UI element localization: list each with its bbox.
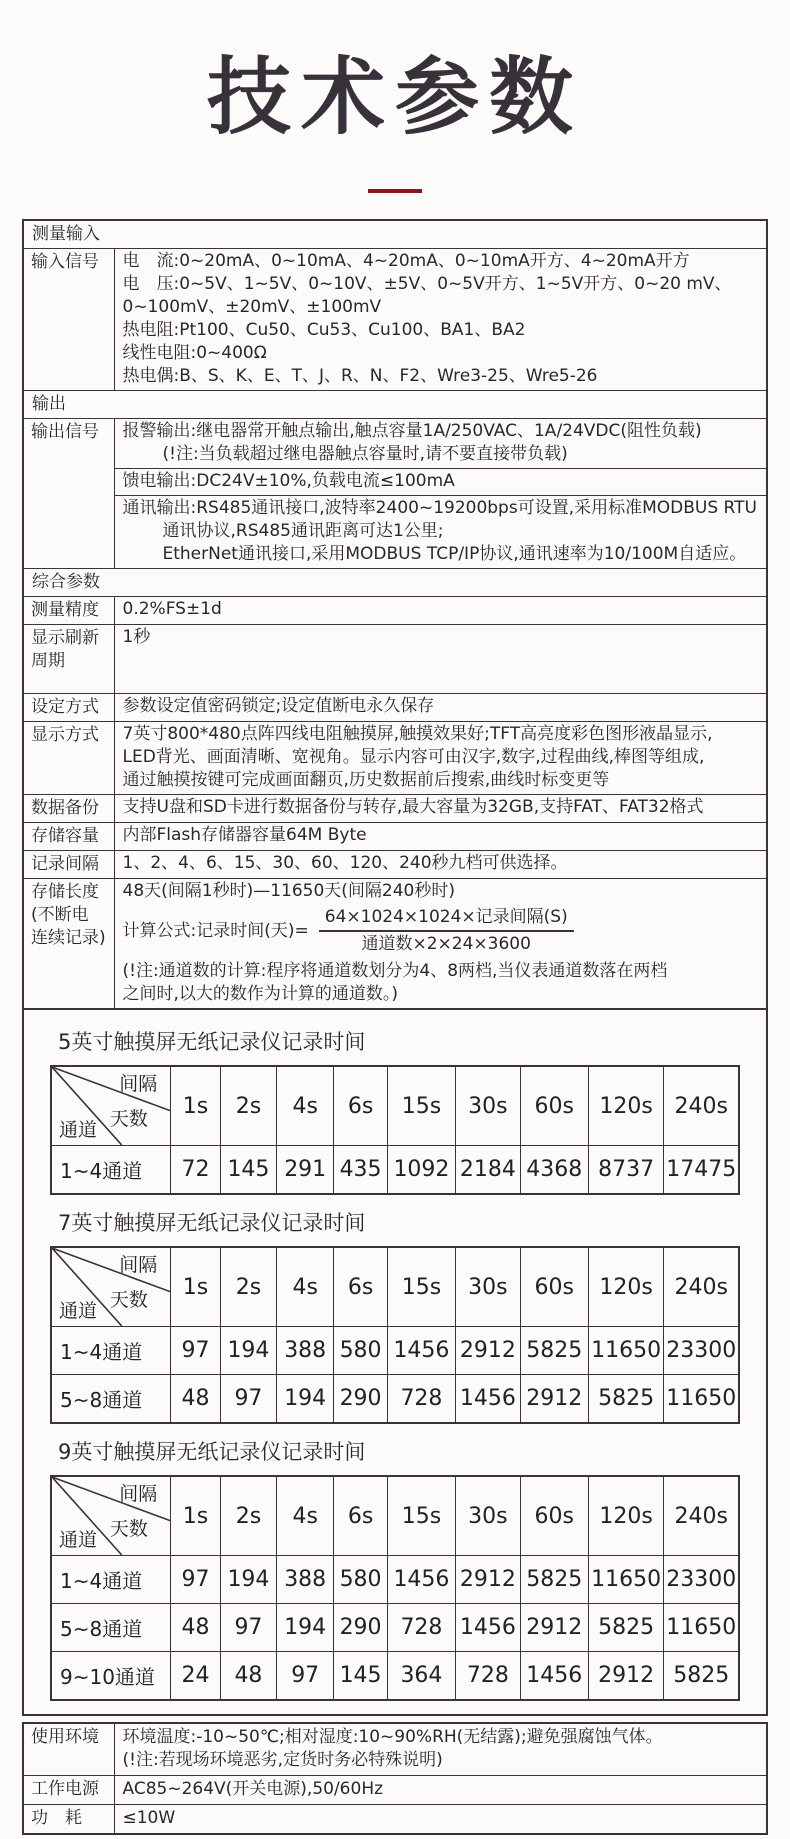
record-row	[51, 1556, 739, 1604]
storage-range-line: 48天(间隔1秒时)—11650天(间隔240秒时)	[122, 881, 456, 902]
spec-line: 7英寸800*480点阵四线电阻触摸屏,触摸效果好;TFT高亮度彩色图形液晶显示,	[122, 724, 713, 745]
spec-value: 1秒	[114, 625, 767, 694]
interval-header: 1s	[171, 1066, 221, 1146]
days-value: 4368	[520, 1146, 588, 1195]
spec-line: 电 压:0~5V、1~5V、0~10V、±5V、0~5V开方、1~5V开方、0~20 mV、	[122, 274, 732, 295]
spec-label: 记录间隔	[23, 851, 114, 879]
spec-line: (!注:当负载超过继电器触点容量时,请不要直接带负载)	[162, 444, 568, 465]
days-value: 728	[387, 1604, 455, 1652]
spec-value	[114, 722, 767, 795]
corner-label-days: 天数	[109, 1289, 148, 1312]
interval-header: 120s	[588, 1247, 664, 1327]
record-row	[51, 1604, 739, 1652]
spec-value: AC85~264V(开关电源),50/60Hz	[114, 1776, 767, 1805]
channel-label: 1~4通道	[51, 1146, 171, 1195]
spec-label: 测量精度	[23, 597, 114, 625]
corner-label-interval: 间隔	[119, 1073, 158, 1096]
record-table-title-9inch: 9英寸触摸屏无纸记录仪记录时间	[58, 1440, 366, 1465]
spec-label-line: 周期	[31, 651, 65, 672]
interval-header: 60s	[520, 1247, 588, 1327]
spec-table-wrap	[22, 219, 768, 1010]
interval-header: 30s	[456, 1066, 521, 1146]
days-value: 290	[334, 1604, 388, 1652]
days-value: 728	[387, 1375, 455, 1424]
days-value: 2912	[520, 1604, 588, 1652]
spec-value	[114, 879, 767, 1010]
spec-row-storage-length	[23, 879, 767, 1010]
spec-row-backup	[23, 795, 767, 823]
record-row	[51, 1375, 739, 1424]
days-value: 290	[334, 1375, 388, 1424]
days-value: 2912	[456, 1327, 521, 1375]
record-table-title-5inch: 5英寸触摸屏无纸记录仪记录时间	[58, 1030, 366, 1055]
days-value: 23300	[664, 1556, 739, 1604]
spec-row-capacity	[23, 823, 767, 851]
spec-line: 热电偶:B、S、K、E、T、J、R、N、F2、Wre3-25、Wre5-26	[122, 366, 598, 387]
section-header-output: 输出	[23, 391, 767, 419]
spec-row-power	[23, 1776, 767, 1805]
interval-header: 30s	[456, 1247, 521, 1327]
spec-line: 通讯输出:RS485通讯接口,波特率2400~19200bps可设置,采用标准MODBUS RTU	[122, 498, 757, 519]
spec-label: 输入信号	[23, 249, 114, 391]
days-value: 1456	[520, 1652, 588, 1701]
section-row	[23, 569, 767, 597]
spec-value	[114, 249, 767, 391]
interval-header: 15s	[387, 1066, 455, 1146]
days-value: 97	[220, 1604, 276, 1652]
record-table-7inch	[50, 1246, 740, 1424]
days-value: 194	[220, 1556, 276, 1604]
spec-row-input-signal	[23, 249, 767, 391]
days-value: 364	[387, 1652, 455, 1701]
corner-header-cell	[51, 1476, 171, 1556]
channel-label: 9~10通道	[51, 1652, 171, 1701]
interval-header-row	[51, 1066, 739, 1146]
spec-label	[23, 879, 114, 1010]
spec-line: (!注:若现场环境恶劣,定货时务必特殊说明)	[122, 1750, 443, 1771]
spec-label: 存储容量	[23, 823, 114, 851]
channel-label: 1~4通道	[51, 1556, 171, 1604]
spec-value: 参数设定值密码锁定;设定值断电永久保存	[114, 694, 767, 722]
spec-value: 支持U盘和SD卡进行数据备份与转存,最大容量为32GB,支持FAT、FAT32格式	[114, 795, 767, 823]
days-value: 194	[220, 1327, 276, 1375]
spec-line: 电 流:0~20mA、0~10mA、4~20mA、0~10mA开方、4~20mA开方	[122, 251, 690, 272]
days-value: 8737	[588, 1146, 664, 1195]
spec-label-line: 连续记录)	[31, 928, 106, 949]
days-value: 194	[277, 1375, 334, 1424]
interval-header: 6s	[334, 1247, 388, 1327]
section-header-measure-input: 测量输入	[23, 220, 767, 249]
record-row	[51, 1327, 739, 1375]
interval-header: 6s	[334, 1066, 388, 1146]
subrow-comm-output	[115, 495, 767, 568]
spec-line: LED背光、画面清晰、宽视角。显示内容可由汉字,数字,过程曲线,棒图等组成,	[122, 747, 705, 768]
days-value: 11650	[588, 1556, 664, 1604]
interval-header: 15s	[387, 1476, 455, 1556]
spec-row-setting	[23, 694, 767, 722]
days-value: 435	[334, 1146, 388, 1195]
spec-row-display	[23, 722, 767, 795]
interval-header: 2s	[220, 1247, 276, 1327]
spec-label: 使用环境	[23, 1723, 114, 1776]
channel-label: 5~8通道	[51, 1604, 171, 1652]
spec-row-consumption	[23, 1805, 767, 1835]
page-title: 技术参数	[206, 48, 583, 146]
days-value: 145	[334, 1652, 388, 1701]
interval-header: 2s	[220, 1066, 276, 1146]
spec-label-line: 存储长度	[31, 882, 99, 903]
days-value: 24	[171, 1652, 221, 1701]
days-value: 5825	[520, 1556, 588, 1604]
environment-table	[22, 1722, 768, 1835]
days-value: 1456	[456, 1375, 521, 1424]
corner-label-days: 天数	[109, 1518, 148, 1541]
interval-header: 4s	[277, 1247, 334, 1327]
channel-label: 1~4通道	[51, 1327, 171, 1375]
spec-label-line: (不断电	[31, 905, 89, 926]
days-value: 48	[171, 1604, 221, 1652]
spec-value	[114, 419, 767, 569]
interval-header: 120s	[588, 1066, 664, 1146]
subrow-feed-output: 馈电输出:DC24V±10%,负载电流≤100mA	[115, 468, 767, 495]
spec-label: 设定方式	[23, 694, 114, 722]
days-value: 2184	[456, 1146, 521, 1195]
days-value: 72	[171, 1146, 221, 1195]
days-value: 580	[334, 1327, 388, 1375]
days-value: 388	[277, 1556, 334, 1604]
corner-label-channel: 通道	[59, 1529, 98, 1552]
days-value: 17475	[664, 1146, 739, 1195]
storage-formula	[123, 906, 759, 956]
corner-label-days: 天数	[109, 1108, 148, 1131]
section-row	[23, 220, 767, 249]
days-value: 5825	[588, 1604, 664, 1652]
spec-value: 1、2、4、6、15、30、60、120、240秒九档可供选择。	[114, 851, 767, 879]
days-value: 728	[456, 1652, 521, 1701]
record-row	[51, 1652, 739, 1701]
spec-label: 输出信号	[23, 419, 114, 569]
interval-header: 240s	[664, 1247, 739, 1327]
interval-header: 4s	[277, 1476, 334, 1556]
interval-header: 60s	[520, 1476, 588, 1556]
days-value: 1092	[387, 1146, 455, 1195]
days-value: 5825	[664, 1652, 739, 1701]
corner-label-interval: 间隔	[119, 1254, 158, 1277]
spec-label: 功 耗	[23, 1805, 114, 1835]
spec-label-line: 显示刷新	[31, 628, 99, 649]
formula-prefix: 计算公式:记录时间(天)=	[122, 920, 309, 941]
spec-row-refresh	[23, 625, 767, 694]
corner-label-interval: 间隔	[119, 1483, 158, 1506]
interval-header-row	[51, 1476, 739, 1556]
interval-header: 15s	[387, 1247, 455, 1327]
record-tables-box	[22, 1010, 768, 1716]
interval-header-row	[51, 1247, 739, 1327]
days-value: 1456	[387, 1327, 455, 1375]
days-value: 48	[171, 1375, 221, 1424]
spec-value	[114, 1723, 767, 1776]
spec-label: 工作电源	[23, 1776, 114, 1805]
days-value: 97	[220, 1375, 276, 1424]
days-value: 5825	[520, 1327, 588, 1375]
channel-label: 5~8通道	[51, 1375, 171, 1424]
days-value: 580	[334, 1556, 388, 1604]
record-table-5inch	[50, 1065, 740, 1195]
interval-header: 6s	[334, 1476, 388, 1556]
interval-header: 120s	[588, 1476, 664, 1556]
spec-row-interval	[23, 851, 767, 879]
days-value: 11650	[588, 1327, 664, 1375]
spec-row-output-signal	[23, 419, 767, 569]
corner-header-cell	[51, 1247, 171, 1327]
spec-label: 数据备份	[23, 795, 114, 823]
days-value: 194	[277, 1604, 334, 1652]
corner-label-channel: 通道	[59, 1300, 98, 1323]
days-value: 145	[220, 1146, 276, 1195]
record-table-title-7inch: 7英寸触摸屏无纸记录仪记录时间	[58, 1211, 366, 1236]
spec-row-accuracy	[23, 597, 767, 625]
formula-numerator: 64×1024×1024×记录间隔(S)	[319, 906, 574, 932]
days-value: 5825	[588, 1375, 664, 1424]
spec-line: 通讯协议,RS485通讯距离可达1公里;	[162, 521, 444, 542]
days-value: 1456	[387, 1556, 455, 1604]
spec-line: 0~100mV、±20mV、±100mV	[122, 297, 382, 318]
days-value: 11650	[664, 1604, 739, 1652]
interval-header: 1s	[171, 1247, 221, 1327]
formula-denominator: 通道数×2×24×3600	[361, 934, 531, 955]
spec-value: 0.2%FS±1d	[114, 597, 767, 625]
days-value: 2912	[456, 1556, 521, 1604]
title-divider	[368, 189, 422, 193]
interval-header: 240s	[664, 1066, 739, 1146]
record-table-9inch	[50, 1475, 740, 1701]
spec-line: 通过触摸按键可完成画面翻页,历史数据前后搜索,曲线时标变更等	[122, 770, 610, 791]
spec-line: (!注:通道数的计算:程序将通道数划分为4、8两档,当仪表通道数落在两档	[122, 961, 668, 982]
spec-line: 之间时,以大的数作为计算的通道数。)	[122, 984, 399, 1005]
spec-row-environment	[23, 1723, 767, 1776]
days-value: 1456	[456, 1604, 521, 1652]
spec-line: EtherNet通讯接口,采用MODBUS TCP/IP协议,通讯速率为10/100M自适应。	[162, 544, 747, 565]
spec-line: 线性电阻:0~400Ω	[122, 343, 267, 364]
corner-label-channel: 通道	[59, 1119, 98, 1142]
days-value: 97	[277, 1652, 334, 1701]
subrow-alarm-output	[115, 419, 767, 468]
days-value: 23300	[664, 1327, 739, 1375]
days-value: 388	[277, 1327, 334, 1375]
days-value: 11650	[664, 1375, 739, 1424]
interval-header: 240s	[664, 1476, 739, 1556]
days-value: 97	[171, 1327, 221, 1375]
interval-header: 60s	[520, 1066, 588, 1146]
section-header-general: 综合参数	[23, 569, 767, 597]
days-value: 2912	[520, 1375, 588, 1424]
days-value: 2912	[588, 1652, 664, 1701]
days-value: 97	[171, 1556, 221, 1604]
interval-header: 30s	[456, 1476, 521, 1556]
spec-label	[23, 625, 114, 694]
days-value: 291	[277, 1146, 334, 1195]
spec-line: 热电阻:Pt100、Cu50、Cu53、Cu100、BA1、BA2	[122, 320, 526, 341]
spec-line: 报警输出:继电器常开触点输出,触点容量1A/250VAC、1A/24VDC(阻性负载)	[122, 421, 702, 442]
spec-value: 内部Flash存储器容量64M Byte	[114, 823, 767, 851]
record-row	[51, 1146, 739, 1195]
spec-table	[22, 219, 768, 1010]
spec-line: 环境温度:-10~50℃;相对湿度:10~90%RH(无结露);避免强腐蚀气体。	[122, 1727, 663, 1748]
corner-header-cell	[51, 1066, 171, 1146]
interval-header: 4s	[277, 1066, 334, 1146]
interval-header: 1s	[171, 1476, 221, 1556]
interval-header: 2s	[220, 1476, 276, 1556]
spec-label: 显示方式	[23, 722, 114, 795]
spec-value: ≤10W	[114, 1805, 767, 1835]
formula-fraction	[319, 906, 574, 956]
section-row	[23, 391, 767, 419]
days-value: 48	[220, 1652, 276, 1701]
